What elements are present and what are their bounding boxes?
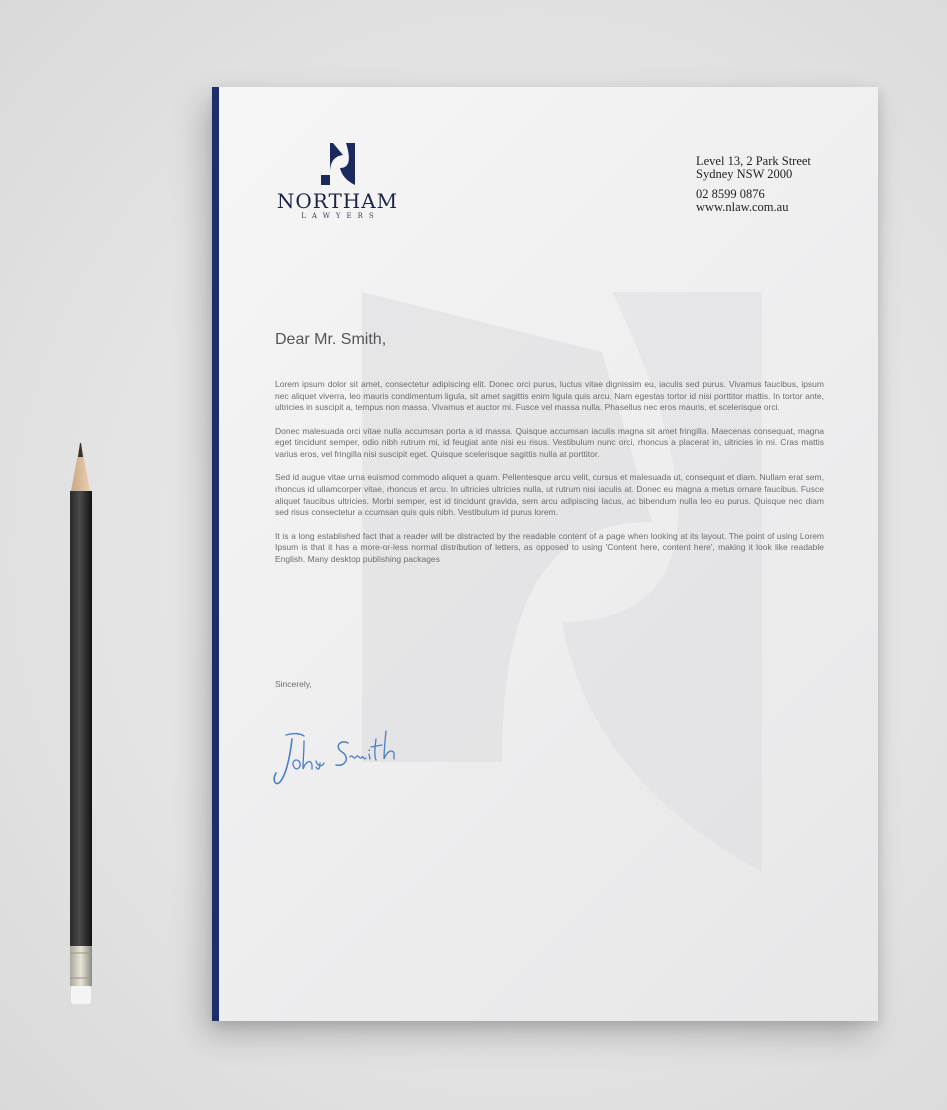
firm-logo [270,143,405,233]
letter-closing: Sincerely, [275,679,312,689]
handwritten-signature [270,727,400,797]
letter-paragraph: Sed id augue vitae urna euismod commodo aliquet a quam. Pellentesque arcu velit, cursus et malesuada ut, consequat et diam. Nullam erat sem, rhoncus id ullamcorper vitae, rhoncus et arcu. In ultricies ultricies nulla, ut rutrum nisi iaculis at. Donec eu magna a metus ornare faucibus. Fusce aliquet faucibus ultricies. Morbi semper, est id tincidunt gravida, sem arcu adipiscing lacus, ac bibendum nulla leo eu purus. Quisque nec diam sed risus consectetur a ccumsan quis quis nibh. Vestibulum id purus lorem. [275,472,824,518]
letter-paragraph: Donec malesuada orci vitae nulla accumsan porta a id massa. Quisque accumsan iaculis magna sit amet fringilla. Maecenas consequat, magna eget tincidunt semper, odio nibh rutrum mi, id feugiat ante nisi eu risus. Vestibulum nunc orci, rhoncus a placerat in, ultricies in mi. Cras mattis varius eros, vel fringilla nisi suscipit eget. Quisque scelerisque sagittis nulla at porttitor. [275,425,824,460]
phone-number: 02 8599 0876 [696,187,765,201]
address-line-2: Sydney NSW 2000 [696,167,793,181]
website: www.nlaw.com.au [696,200,789,214]
firm-name: NORTHAM [276,189,399,213]
letterhead-paper [212,87,878,1021]
letter-paragraph: It is a long established fact that a reader will be distracted by the readable content of a page when looking at its layout. The point of using Lorem Ipsum is that it has a more-or-less normal distribution of letters, as opposed to using 'Content here, content here', making it look like readable English. Many desktop publishing packages [275,530,824,564]
letter-body [275,379,824,577]
firm-address [696,155,866,214]
firm-subtitle: LAWYERS [301,212,380,220]
address-line-1: Level 13, 2 Park Street [696,154,811,168]
pencil-icon [68,443,94,1005]
letter-paragraph: Lorem ipsum dolor sit amet, consectetur adipiscing elit. Donec orci purus, luctus vitae dignissim eu, iaculis sed purus. Vivamus faucibus, ipsum nec aliquet viverra, leo mauris condimentum ligula, sit amet sagittis enim ligula quis arcu. Nam egestas tortor id nisi porttitor mattis. In tortor ante, ultricies in suscipit a, tempus non massa. Vivamus et auctor mi. Fusce vel massa nulla. Phasellus nec eros mauris, et scelerisque orci. [275,379,824,413]
letter-greeting: Dear Mr. Smith, [275,331,387,348]
n-monogram-icon [321,143,355,185]
brand-stripe [212,87,219,1021]
